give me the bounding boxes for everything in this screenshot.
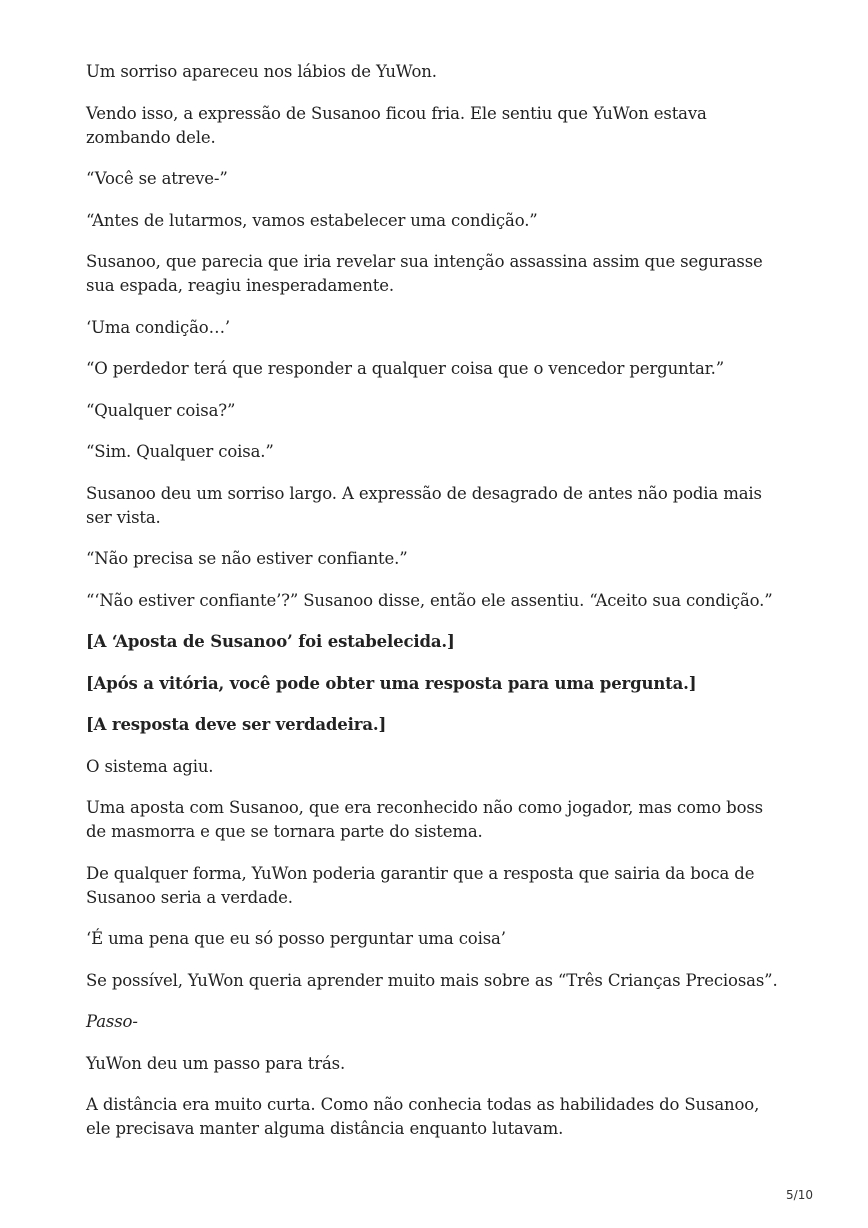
paragraph: YuWon deu um passo para trás.: [86, 1053, 346, 1073]
paragraph: “Você se atreve-”: [86, 169, 228, 188]
paragraph: ‘É uma pena que eu só posso perguntar uma coisa’: [86, 929, 506, 948]
paragraph: ‘Uma condição…’: [86, 317, 231, 337]
paragraph: “O perdedor terá que responder a qualquer coisa que o vencedor perguntar.”: [86, 359, 724, 378]
paragraph: Um sorriso apareceu nos lábios de YuWon.: [86, 62, 437, 81]
paragraph: “‘Não estiver confiante’?” Susanoo disse, então ele assentiu. “Aceito sua condição.”: [86, 590, 773, 610]
paragraph: Susanoo, que parecia que iria revelar sua intenção assassina assim que segurasse sua espada, reagiu inesperadamente.: [86, 252, 763, 295]
system-message: [A resposta deve ser verdadeira.]: [86, 715, 387, 734]
paragraph: Susanoo deu um sorriso largo. A expressão de desagrado de antes não podia mais ser vista.: [86, 483, 762, 527]
paragraph: Uma aposta com Susanoo, que era reconhecido não como jogador, mas como boss de masmorra e que se tornara parte do sistema.: [86, 798, 763, 841]
paragraph: Vendo isso, a expressão de Susanoo ficou fria. Ele sentiu que YuWon estava zombando dele.: [86, 103, 707, 147]
paragraph: A distância era muito curta. Como não conhecia todas as habilidades do Susanoo, ele precisava manter alguma distância enquanto lutavam.: [86, 1095, 760, 1138]
paragraph: O sistema agiu.: [86, 756, 214, 776]
paragraph: “Qualquer coisa?”: [86, 400, 236, 420]
sound-effect: Passo-: [86, 1012, 138, 1031]
document-body: [86, 60, 786, 1159]
paragraph: De qualquer forma, YuWon poderia garantir que a resposta que sairia da boca de Susanoo seria a verdade.: [86, 863, 755, 907]
paragraph: Se possível, YuWon queria aprender muito mais sobre as “Três Crianças Preciosas”.: [86, 970, 778, 990]
paragraph: “Antes de lutarmos, vamos estabelecer uma condição.”: [86, 210, 538, 230]
paragraph: “Sim. Qualquer coisa.”: [86, 442, 274, 461]
system-message: [Após a vitória, você pode obter uma resposta para uma pergunta.]: [86, 673, 697, 693]
page-number: 5/10: [786, 1188, 813, 1202]
system-message: [A ‘Aposta de Susanoo’ foi estabelecida.]: [86, 632, 455, 651]
paragraph: “Não precisa se não estiver confiante.”: [86, 549, 408, 568]
